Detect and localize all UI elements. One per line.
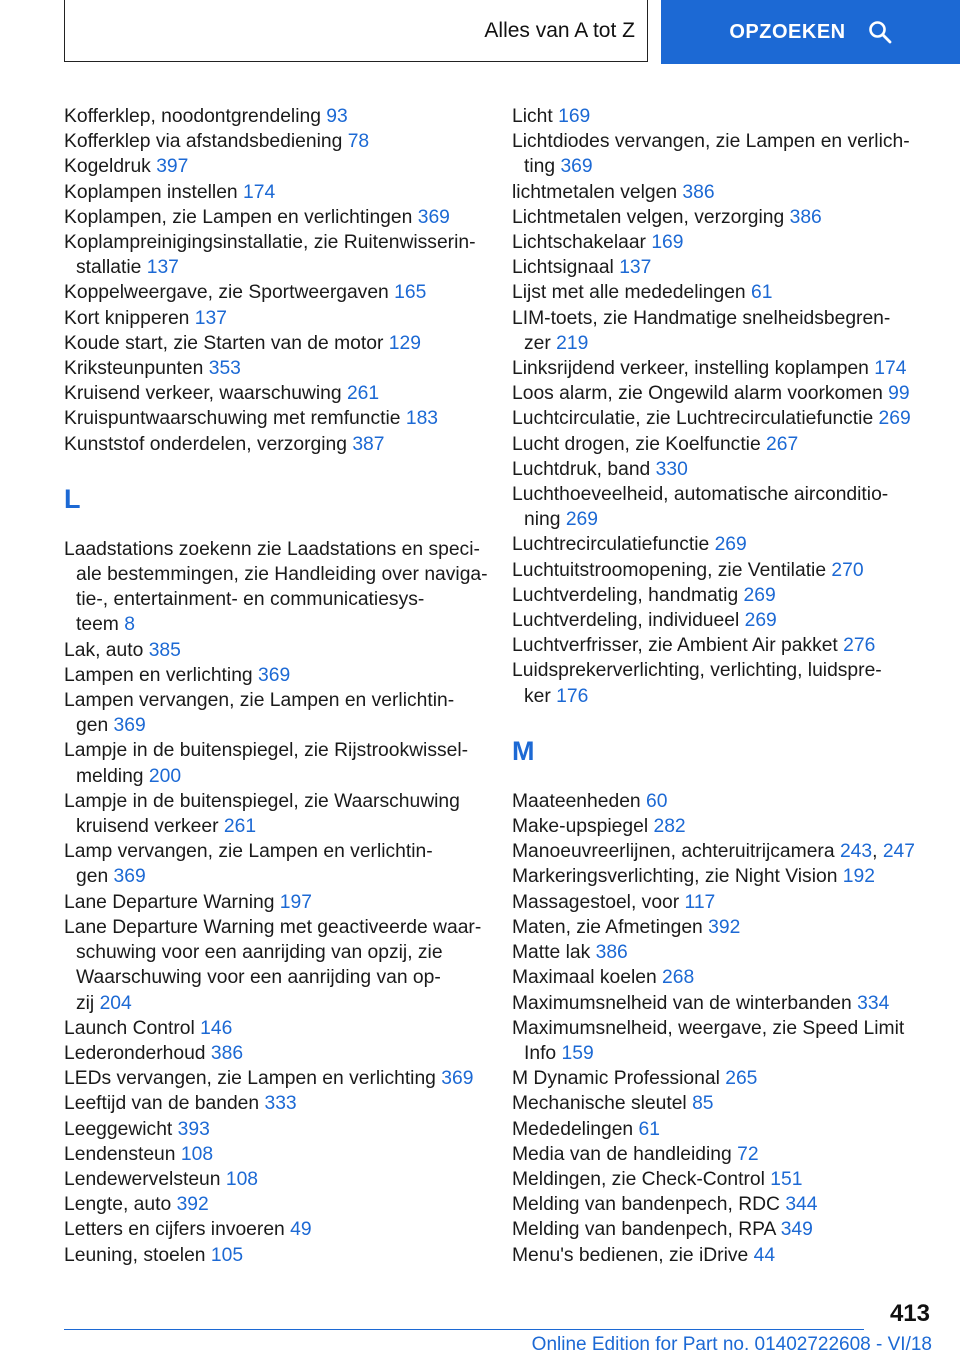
page-header [0, 0, 960, 66]
page-link[interactable]: 146 [200, 1017, 233, 1039]
index-entry-text: gen [76, 715, 114, 737]
index-entry-text: Lichtsignaal [512, 257, 620, 279]
index-entry-text: Kunststof onderdelen, verzorging [64, 433, 353, 455]
index-entry-text: stallatie [76, 257, 147, 279]
index-entry [512, 608, 942, 633]
index-entry-text: Lampen en verlichting [64, 664, 258, 686]
index-entry [512, 255, 942, 280]
index-entry [512, 1016, 942, 1066]
index-entry [512, 180, 942, 205]
index-entry-text: lichtmetalen velgen [512, 181, 683, 203]
index-entry-text: Kort knipperen [64, 307, 195, 329]
index-entry [512, 633, 942, 658]
index-entry-text: zer [524, 332, 557, 354]
page-link[interactable]: 392 [176, 1194, 209, 1216]
index-entry [64, 915, 494, 1016]
page-link[interactable]: 282 [653, 816, 686, 838]
index-entry-text: Matte lak [512, 942, 596, 964]
footer-divider [64, 1329, 864, 1330]
index-entry [512, 482, 942, 532]
index-entry-text: Lendewervelsteun [64, 1168, 226, 1190]
index-entry-text: schuwing voor een aanrijding van opzij, zie [76, 942, 443, 964]
index-entry [64, 1066, 494, 1091]
index-entry-text: Koude start, zie Starten van de motor [64, 332, 389, 354]
page-link[interactable]: 85 [692, 1093, 714, 1115]
index-entry [64, 129, 494, 154]
index-entry-text: Mechanische sleutel [512, 1093, 693, 1115]
index-entry-text: gen [76, 866, 114, 888]
index-entry-text: Leeggewicht [64, 1118, 178, 1140]
index-entry-text: melding [76, 765, 149, 787]
index-entry [512, 280, 942, 305]
index-entry [64, 1041, 494, 1066]
index-entry [512, 532, 942, 557]
index-entry [512, 356, 942, 381]
index-entry [512, 205, 942, 230]
index-entry-text: Kofferklep, noodontgrendeling [64, 106, 327, 127]
index-entry [64, 104, 494, 129]
index-entry-text: Lampje in de buitenspiegel, zie Rijstrookwissel- [64, 740, 469, 762]
index-entry [64, 306, 494, 331]
index-entry-text: Lak, auto [64, 639, 149, 661]
page-link[interactable]: 349 [780, 1219, 813, 1241]
index-entry [64, 1167, 494, 1192]
index-entry [64, 381, 494, 406]
index-entry-text: ting [524, 156, 561, 178]
index-entry [64, 1016, 494, 1041]
page-link[interactable]: 344 [785, 1194, 818, 1216]
index-entry-text: Massagestoel, voor [512, 891, 685, 913]
index-entry: Manoeuvreerlijnen, achteruitrijcamera 243, 247 [512, 841, 915, 863]
index-entry-text: Kruisend verkeer, waarschuwing [64, 383, 347, 405]
page-link[interactable]: 392 [708, 916, 741, 938]
page-link[interactable]: 334 [857, 992, 890, 1014]
index-entry [512, 306, 942, 356]
index-column-right [512, 104, 942, 1268]
page-link[interactable]: 61 [638, 1118, 660, 1140]
index-entry [64, 738, 494, 788]
index-entry-text: Lichtdiodes vervangen, zie Lampen en verlich- [512, 131, 910, 153]
index-entry-text: M Dynamic Professional [512, 1068, 726, 1090]
index-entry [512, 558, 942, 583]
index-entry-text: Lijst met alle mededelingen [512, 282, 752, 304]
index-entry [64, 638, 494, 663]
page-link[interactable]: 269 [878, 408, 911, 430]
page-link[interactable]: 93 [326, 106, 348, 127]
page-link[interactable]: 174 [243, 181, 276, 203]
page-link[interactable]: 369 [258, 664, 291, 686]
index-entry [64, 180, 494, 205]
page-link[interactable]: 386 [210, 1042, 244, 1064]
page-link[interactable]: 60 [646, 790, 668, 812]
index-entry-text: Lengte, auto [64, 1194, 177, 1216]
index-entry [512, 1117, 942, 1142]
page-link[interactable]: 333 [264, 1093, 297, 1115]
page-link[interactable]: 137 [146, 257, 179, 279]
index-entry-text: Melding van bandenpech, RDC [512, 1194, 786, 1216]
page-link[interactable]: 268 [662, 967, 695, 989]
index-entry-text: Markeringsverlichting, zie Night Vision [512, 866, 843, 888]
page-link[interactable]: 386 [789, 206, 822, 228]
page-link[interactable]: 174 [874, 358, 907, 380]
index-entry-text: Launch Control [64, 1017, 201, 1039]
page-link[interactable]: 108 [225, 1168, 259, 1190]
index-entry-text: Letters en cijfers invoeren [64, 1219, 291, 1241]
index-entry [64, 1091, 494, 1116]
page-link[interactable]: 137 [194, 307, 227, 329]
index-entry [512, 230, 942, 255]
index-entry [512, 789, 942, 814]
page-link[interactable]: 393 [177, 1118, 210, 1140]
page-link[interactable]: 247 [882, 841, 915, 863]
index-entry-text: Laadstations zoekenn zie Laadstations en speci- [64, 538, 480, 560]
page-link[interactable]: 169 [651, 232, 684, 254]
index-entry-text: Luchtverdeling, individueel [512, 610, 745, 632]
page-link[interactable]: 200 [148, 765, 182, 787]
index-entry-text: Media van de handleiding [512, 1143, 738, 1165]
page-link[interactable]: 105 [210, 1244, 244, 1266]
page-link[interactable]: 369 [560, 156, 593, 178]
page-link[interactable]: 387 [352, 433, 385, 455]
index-entry [512, 1192, 942, 1217]
index-entry-text: Koplampen instellen [64, 181, 244, 203]
index-entry [512, 1167, 942, 1192]
index-entry-text: Leeftijd van de banden [64, 1093, 265, 1115]
index-entry [64, 356, 494, 381]
page-number: 413 [889, 1300, 930, 1327]
index-entry-text: Linksrijdend verkeer, instelling koplampen [512, 358, 875, 380]
page-link[interactable]: 44 [753, 1244, 776, 1266]
index-entry [512, 1217, 942, 1242]
page-link[interactable]: 269 [714, 534, 747, 556]
index-entry [64, 1217, 494, 1242]
index-entry [512, 890, 942, 915]
tab-alles-van-a-tot-z[interactable] [64, 0, 648, 62]
index-entry-text: Melding van bandenpech, RPA [512, 1219, 781, 1241]
index-entry-text: Lampen vervangen, zie Lampen en verlichtin- [64, 690, 455, 712]
index-entry-text: Maateenheden [512, 790, 647, 812]
page-link[interactable]: 265 [725, 1068, 758, 1090]
page-link[interactable]: 330 [655, 458, 688, 480]
index-entry [512, 1066, 942, 1091]
search-label: OPZOEKEN [729, 20, 846, 43]
index-entry-text: Make-upspiegel [512, 816, 654, 838]
search-icon [868, 20, 892, 44]
index-entry-text: Maximumsnelheid, weergave, zie Speed Limit [512, 1017, 905, 1039]
index-entry-text: Menu's bedienen, zie iDrive [512, 1244, 754, 1266]
index-entry [64, 280, 494, 305]
index-entry [64, 406, 494, 431]
page-link[interactable]: 165 [394, 282, 427, 304]
index-entry [64, 1142, 494, 1167]
index-entry-text: Loos alarm, zie Ongewild alarm voorkomen [512, 383, 889, 405]
index-entry [64, 432, 494, 457]
page-link[interactable]: 117 [684, 891, 716, 913]
index-entry [512, 658, 942, 708]
index-entry [64, 789, 494, 839]
index-entry-text: zij [76, 992, 100, 1014]
page-link[interactable]: 49 [290, 1219, 312, 1241]
page-link[interactable]: 176 [556, 685, 589, 707]
page-link[interactable]: 72 [737, 1143, 759, 1165]
page-link[interactable]: 204 [99, 992, 132, 1014]
index-column-left [64, 104, 494, 1268]
index-entry-text: Mededelingen [512, 1118, 639, 1140]
page-link[interactable]: 197 [279, 891, 312, 913]
index-entry [64, 1117, 494, 1142]
page-link[interactable]: 78 [347, 131, 370, 153]
page-link[interactable]: 169 [558, 106, 591, 127]
page-link[interactable]: 369 [417, 206, 450, 228]
index-entry-text: Koppelweergave, zie Sportweergaven [64, 282, 395, 304]
index-entry-text: Lichtmetalen velgen, verzorging [512, 206, 790, 228]
page-link[interactable]: 369 [113, 866, 146, 888]
index-entry [64, 1243, 494, 1268]
index-entry [64, 1192, 494, 1217]
page-link[interactable]: 108 [180, 1143, 214, 1165]
index-entry-text: Kofferklep via afstandsbediening [64, 131, 348, 153]
page-link[interactable]: 269 [743, 584, 776, 606]
index-entry-text: LIM-toets, zie Handmatige snelheidsbegren- [512, 307, 891, 329]
index-entry [512, 1091, 942, 1116]
page-link[interactable]: 369 [441, 1068, 474, 1090]
index-entry-text: Luchtdruk, band [512, 458, 656, 480]
page-link[interactable]: 129 [388, 332, 421, 354]
index-entry-text: Luchthoeveelheid, automatische airconditio- [512, 484, 889, 506]
page-link[interactable]: 151 [770, 1168, 803, 1190]
index-entry-text: Lane Departure Warning met geactiveerde waar- [64, 916, 482, 938]
tab-a-label: Alles van A tot Z [484, 18, 635, 42]
index-letter-heading: L [64, 483, 81, 514]
index-entry [512, 583, 942, 608]
index-entry [512, 104, 942, 129]
page-link[interactable]: 261 [223, 816, 257, 838]
page-link[interactable]: 243 [839, 841, 873, 863]
index-entry-text: Luidsprekerverlichting, verlichting, luidspre- [512, 660, 882, 682]
index-entry-text: Lampje in de buitenspiegel, zie Waarschuwing [64, 790, 460, 812]
index-entry-text: Lucht drogen, zie Koelfunctie [512, 433, 767, 455]
page-link[interactable]: 269 [744, 610, 777, 632]
index-entry [512, 965, 942, 990]
index-entry-text: Meldingen, zie Check-Control [512, 1168, 771, 1190]
index-entry-text: Luchtuitstroomopening, zie Ventilatie [512, 559, 832, 581]
page-link[interactable]: 219 [556, 332, 589, 354]
index-entry [64, 331, 494, 356]
index-entry-text: Luchtrecirculatiefunctie [512, 534, 715, 556]
page-link[interactable]: 386 [682, 181, 715, 203]
index-entry [64, 230, 494, 280]
index-entry-text: Waarschuwing voor een aanrijding van op- [76, 967, 441, 989]
index-entry-text: Leuning, stoelen [64, 1244, 211, 1266]
index-entry [64, 688, 494, 738]
index-entry [512, 940, 942, 965]
page-link[interactable]: 261 [346, 383, 380, 405]
index-entry-text: Luchtverfrisser, zie Ambient Air pakket [512, 635, 844, 657]
page-link[interactable]: 183 [405, 408, 439, 430]
page-link[interactable]: 386 [595, 942, 628, 964]
index-entry-text: Manoeuvreerlijnen, achteruitrijcamera [512, 841, 840, 863]
index-entry [64, 205, 494, 230]
page-link[interactable]: 269 [565, 509, 598, 531]
page-link[interactable]: 8 [124, 614, 135, 636]
index-entry [512, 991, 942, 1016]
index-entry-text: Lamp vervangen, zie Lampen en verlichtin- [64, 841, 433, 863]
search-button[interactable] [661, 0, 960, 64]
index-entry [64, 537, 494, 638]
index-entry-text: LEDs vervangen, zie Lampen en verlichting [64, 1068, 442, 1090]
index-entry-text: Kruispuntwaarschuwing met remfunctie [64, 408, 406, 430]
index-entry-text: Info [524, 1042, 562, 1064]
index-entry-text: Luchtverdeling, handmatig [512, 584, 744, 606]
index-entry-text: Koplampen, zie Lampen en verlichtingen [64, 206, 418, 228]
page-link[interactable]: 159 [561, 1042, 594, 1064]
index-entry [512, 432, 942, 457]
index-entry [512, 129, 942, 179]
index-entry-text: teem [76, 614, 125, 636]
index-entry [512, 406, 942, 431]
index-entry [512, 1142, 942, 1167]
index-letter-heading: M [512, 735, 535, 766]
page-link[interactable]: 270 [831, 559, 864, 581]
index-entry-text: Koplampreinigingsinstallatie, zie Ruitenwisserin- [64, 232, 476, 254]
index-entry [512, 864, 942, 889]
index-entry-text: ker [524, 685, 557, 707]
index-entry-text: Lane Departure Warning [64, 891, 280, 913]
page-link[interactable]: 385 [148, 639, 181, 661]
index-entry [64, 890, 494, 915]
index-entry [512, 457, 942, 482]
index-entry-text: ale bestemmingen, zie Handleiding over naviga- [76, 564, 488, 586]
page-link[interactable]: 397 [156, 156, 189, 178]
index-entry-text: Lendensteun [64, 1143, 181, 1165]
index-entry-text: Kogeldruk [64, 156, 157, 178]
page-link[interactable]: 61 [751, 282, 773, 304]
index-entry-text: Kriksteunpunten [64, 358, 209, 380]
index-entry-text: Maximumsnelheid van de winterbanden [512, 992, 858, 1014]
index-entry-text: Luchtcirculatie, zie Luchtrecirculatiefunctie [512, 408, 879, 430]
page-link[interactable]: 369 [113, 715, 146, 737]
index-entry-text: tie-, entertainment- en communicatiesys- [76, 589, 425, 611]
page-link[interactable]: 353 [208, 358, 241, 380]
index-entry-text: ning [524, 509, 566, 531]
footer-edition-text: Online Edition for Part no. 01402722608 - VI/18 [531, 1334, 932, 1355]
index-entry [512, 915, 942, 940]
page-link[interactable]: 276 [843, 635, 876, 657]
index-entry-text: Lichtschakelaar [512, 232, 652, 254]
index-entry [64, 154, 494, 179]
index-entry-text: Maten, zie Afmetingen [512, 916, 709, 938]
index-entry [512, 814, 942, 839]
index-entry [512, 1243, 942, 1268]
page-link[interactable]: 99 [888, 383, 910, 405]
index-entry [512, 381, 942, 406]
index-entry-text: Lederonderhoud [64, 1042, 211, 1064]
index-entry-text: Maximaal koelen [512, 967, 663, 989]
index-entry-text: Licht [512, 106, 559, 127]
page-link[interactable]: 137 [619, 257, 652, 279]
index-entry [64, 839, 494, 889]
index-entry-text: kruisend verkeer [76, 816, 224, 838]
page-link[interactable]: 192 [842, 866, 875, 888]
index-entry [64, 663, 494, 688]
page-link[interactable]: 267 [766, 433, 799, 455]
